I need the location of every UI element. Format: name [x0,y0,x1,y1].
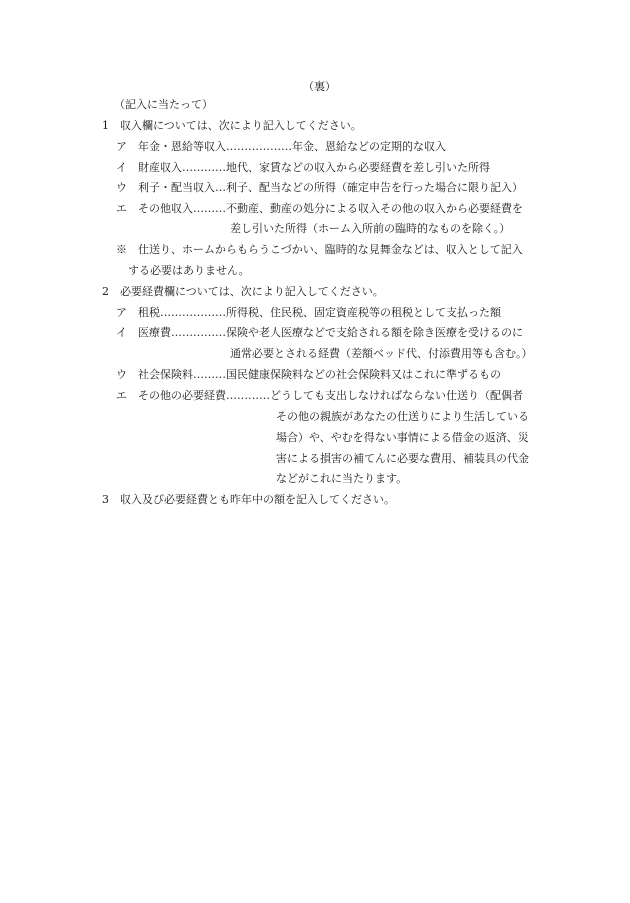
section-1-item-a: ア 年金・恩給等収入………………年金、恩給などの定期的な収入 [116,140,446,153]
section-2-item-e-line1: エ その他の必要経費…………どうしても支出しなければならない仕送り（配偶者 [116,389,523,402]
page-title: （裏） [303,80,336,93]
section-1-note-line1: ※ 仕送り、ホームからもらうこづかい、臨時的な見舞金などは、収入として記入 [116,243,523,256]
intro-heading: （記入に当たって） [114,98,213,111]
section-3-heading: 3 収入及び必要経費とも昨年中の額を記入してください。 [102,493,395,506]
section-1-item-e-line2: 差し引いた所得（ホーム入所前の臨時的なものを除く。） [230,222,511,235]
section-2-item-u: ウ 社会保険料………国民健康保険料などの社会保険料又はこれに準ずるもの [116,368,501,381]
section-1-item-u: ウ 利子・配当収入…利子、配当などの所得（確定申告を行った場合に限り記入） [116,181,523,194]
section-2-heading: 2 必要経費欄については、次により記入してください。 [102,285,384,298]
section-2-item-e-line4: 害による損害の補てんに必要な費用、補装具の代金 [276,452,529,465]
section-1-item-e-line1: エ その他収入………不動産、動産の処分による収入その他の収入から必要経費を [116,202,523,215]
section-2-item-i-line2: 通常必要とされる経費（差額ベッド代、付添費用等も含む。） [230,347,533,360]
section-1-item-i: イ 財産収入…………地代、家賃などの収入から必要経費を差し引いた所得 [116,161,490,174]
section-1-heading: 1 収入欄については、次により記入してください。 [102,119,362,132]
section-1-note-line2: する必要はありません。 [128,264,250,277]
section-2-item-e-line3: 場合）や、やむを得ない事情による借金の返済、災 [276,431,529,444]
section-2-item-a: ア 租税………………所得税、住民税、固定資産税等の租税として支払った額 [116,306,501,319]
section-2-item-e-line5: などがこれに当たります。 [276,472,408,485]
section-2-item-i-line1: イ 医療費……………保険や老人医療などで支給される額を除き医療を受けるのに [116,326,523,339]
section-2-item-e-line2: その他の親族があなたの仕送りにより生活している [276,410,529,423]
